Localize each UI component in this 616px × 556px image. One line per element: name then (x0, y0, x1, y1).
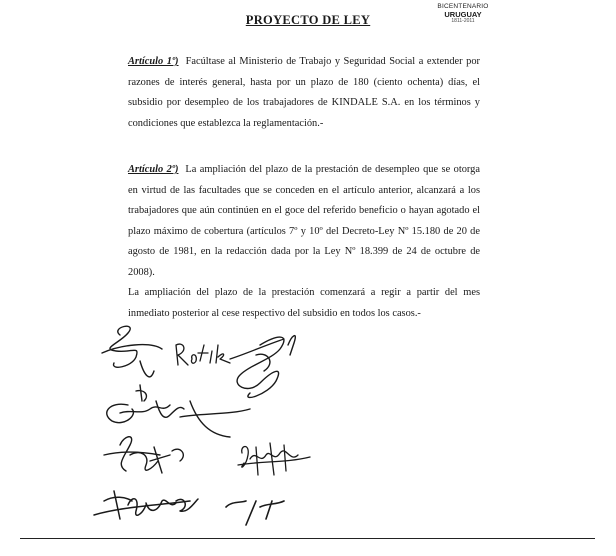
signature-1 (102, 326, 162, 377)
stamp-line-2: URUGUAY (444, 9, 482, 19)
article-1-paragraph (128, 52, 480, 134)
signature-8 (226, 501, 284, 525)
article-2-paragraph-2: La ampliación del plazo de la prestación comenzará a regir a partir del mes inmediato posterior al cese respectivo del subsidio en todos los casos.- (128, 287, 480, 319)
signature-7 (94, 491, 198, 519)
article-2-paragraph (128, 160, 480, 283)
article-2 (128, 160, 480, 324)
signature-2 (176, 339, 284, 365)
stamp-line-3: 1811-2011 (451, 17, 475, 24)
signatures-area (80, 305, 340, 533)
article-1-label: Artículo 1º) (128, 56, 179, 67)
signature-4 (107, 385, 250, 437)
article-1 (128, 52, 480, 134)
stamp-line-1: BICENTENARIO (437, 3, 489, 10)
article-2-label: Artículo 2º) (128, 164, 179, 175)
signature-5 (104, 437, 183, 473)
document-title: PROYECTO DE LEY (245, 13, 371, 27)
page-bottom-rule (20, 538, 595, 539)
signature-6 (238, 443, 310, 475)
article-2-text: La ampliación del plazo de la prestación de desempleo que se otorga en virtud de las facultades que se conceden en el artículo anterior, alcanzará a los trabajadores que aún continúen en el goce del referido beneficio o hayan agotado el plazo máximo de cobertura (artículos 7º y 10º del Decreto-Ley Nº 15.180 de 20 de agosto de 1981, en la redacción dada por la Ley Nº 18.399 de 24 de octubre de 2008). (128, 164, 480, 278)
article-1-text: Facúltase al Ministerio de Trabajo y Seguridad Social a extender por razones de interés general, hasta por un plazo de 180 (ciento ochenta) días, el subsidio por desempleo de los trabajadores de KINDALE S.A. en los términos y condiciones que establezca la reglamentación.- (128, 56, 480, 129)
